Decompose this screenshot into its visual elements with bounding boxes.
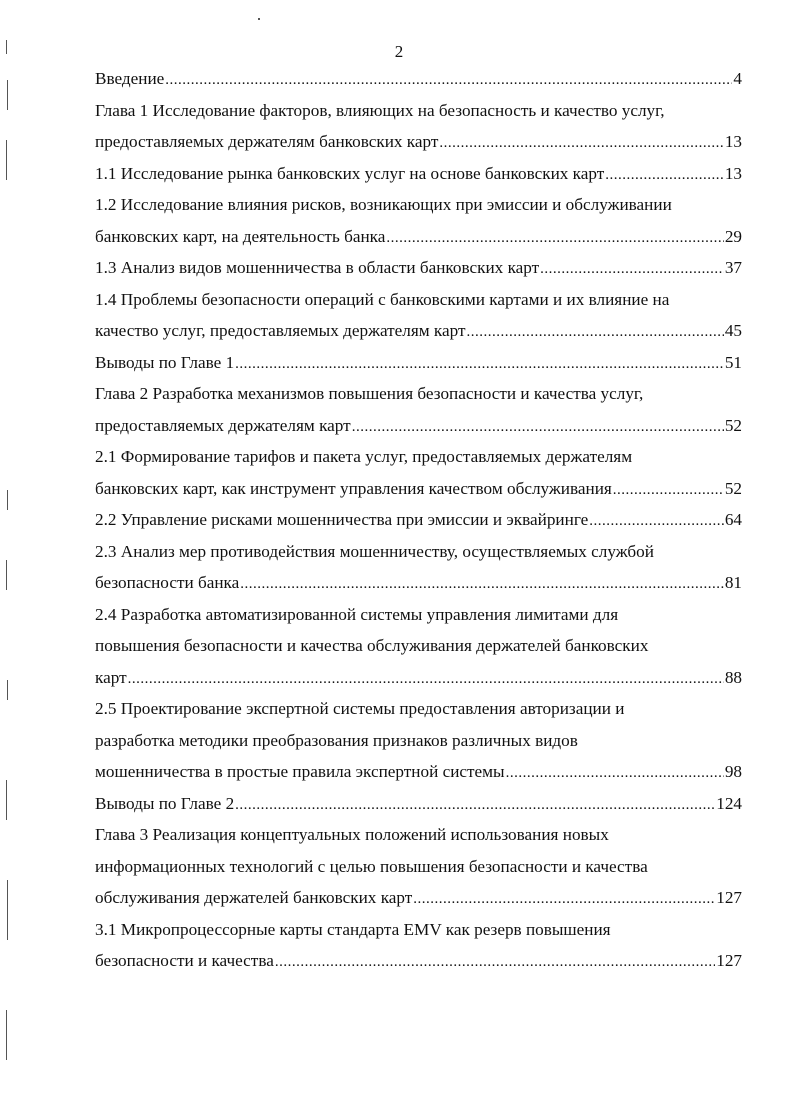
toc-entry-title: безопасности банка — [95, 573, 240, 592]
toc-entry-line — [95, 725, 742, 757]
toc-entry[interactable] — [95, 410, 742, 442]
dot-leader — [128, 664, 724, 694]
scan-artifact — [7, 80, 8, 110]
toc-entry-text: 2.3 Анализ мер противодействия мошенничеству, осуществляемых службой — [95, 541, 654, 561]
toc-entry[interactable] — [95, 882, 742, 914]
toc-entry-text: информационных технологий с целью повышения безопасности и качества — [95, 856, 648, 876]
table-of-contents — [95, 63, 742, 977]
toc-entry-title: обслуживания держателей банковских карт — [95, 888, 413, 907]
toc-entry-title: карт — [95, 667, 127, 687]
dot-leader — [240, 569, 724, 599]
dot-leader — [589, 506, 724, 536]
toc-entry[interactable] — [95, 788, 742, 820]
scan-artifact — [6, 40, 7, 54]
dot-leader — [540, 254, 724, 284]
toc-entry-text: 2.4 Разработка автоматизированной системы управления лимитами для — [95, 604, 619, 624]
toc-entry-text: Глава 3 Реализация концептуальных положений использования новых — [95, 825, 609, 844]
dot-leader — [386, 223, 723, 253]
toc-entry-title: Выводы по Главе 1 — [95, 352, 235, 372]
toc-entry-line — [95, 441, 742, 473]
toc-page-number: 29 — [724, 226, 742, 246]
scan-artifact — [7, 680, 8, 700]
toc-entry-title: Введение — [95, 69, 165, 88]
toc-page-number: 127 — [716, 888, 742, 907]
toc-entry-line — [95, 630, 742, 662]
toc-entry[interactable] — [95, 252, 742, 284]
dot-leader — [506, 758, 724, 788]
toc-entry-line — [95, 819, 742, 851]
toc-entry-title: банковских карт, как инструмент управления качеством обслуживания — [95, 478, 612, 498]
toc-entry-title: 1.3 Анализ видов мошенничества в области банковских карт — [95, 258, 540, 277]
toc-page-number: 13 — [724, 163, 742, 183]
toc-entry-title: Выводы по Главе 2 — [95, 793, 235, 813]
toc-entry-text: 2.1 Формирование тарифов и пакета услуг, предоставляемых держателям — [95, 447, 633, 466]
scan-artifact — [6, 780, 7, 820]
toc-entry[interactable] — [95, 315, 742, 347]
toc-entry-text: 1.4 Проблемы безопасности операций с банковскими картами и их влияние на — [95, 289, 670, 309]
toc-entry-title: 2.2 Управление рисками мошенничества при эмиссии и эквайринге — [95, 510, 589, 529]
page-number: 2 — [394, 42, 404, 61]
toc-entry-line — [95, 536, 742, 568]
toc-entry-line — [95, 914, 742, 946]
toc-entry[interactable] — [95, 504, 742, 536]
toc-page-number: 4 — [733, 69, 742, 88]
toc-entry-line — [95, 851, 742, 883]
dot-leader — [467, 317, 724, 347]
toc-page-number: 52 — [724, 478, 742, 498]
toc-entry[interactable] — [95, 347, 742, 379]
toc-entry[interactable] — [95, 662, 742, 694]
scan-artifact — [258, 18, 260, 20]
toc-entry-title: качество услуг, предоставляемых держателям карт — [95, 321, 466, 340]
toc-entry[interactable] — [95, 158, 742, 190]
toc-entry-text: 1.2 Исследование влияния рисков, возникающих при эмиссии и обслуживании — [95, 195, 672, 214]
scan-artifact — [7, 880, 8, 940]
toc-entry-title: 1.1 Исследование рынка банковских услуг на основе банковских карт — [95, 163, 605, 183]
dot-leader — [165, 65, 732, 95]
toc-entry-text: Глава 1 Исследование факторов, влияющих на безопасность и качество услуг, — [95, 100, 665, 120]
dot-leader — [439, 128, 723, 158]
toc-page-number: 64 — [724, 510, 742, 529]
dot-leader — [275, 947, 715, 977]
toc-entry-line — [95, 284, 742, 316]
toc-entry-line — [95, 95, 742, 127]
scan-artifact — [7, 490, 8, 510]
toc-entry-title: банковских карт, на деятельность банка — [95, 226, 386, 246]
toc-entry-text: 2.5 Проектирование экспертной системы предоставления авторизации и — [95, 699, 625, 718]
toc-entry-title: мошенничества в простые правила экспертной системы — [95, 762, 505, 781]
dot-leader — [605, 160, 724, 190]
toc-entry-title: безопасности и качества — [95, 951, 274, 970]
toc-entry-text: Глава 2 Разработка механизмов повышения безопасности и качества услуг, — [95, 384, 644, 403]
scan-artifact — [6, 560, 7, 590]
toc-entry-line — [95, 693, 742, 725]
toc-page-number: 98 — [724, 762, 742, 781]
toc-page-number: 88 — [724, 667, 742, 687]
toc-page-number: 81 — [724, 573, 742, 592]
toc-entry[interactable] — [95, 473, 742, 505]
dot-leader — [235, 349, 724, 379]
toc-entry-text: 3.1 Микропроцессорные карты стандарта EMV как резерв повышения — [95, 919, 611, 939]
dot-leader — [352, 412, 724, 442]
toc-entry[interactable] — [95, 756, 742, 788]
toc-entry-text: разработка методики преобразования признаков различных видов — [95, 730, 578, 750]
toc-entry-title: предоставляемых держателям карт — [95, 415, 351, 435]
toc-entry[interactable] — [95, 221, 742, 253]
toc-page-number: 45 — [724, 321, 742, 340]
toc-entry[interactable] — [95, 126, 742, 158]
toc-entry-title: предоставляемых держателям банковских карт — [95, 132, 439, 151]
toc-page-number: 127 — [716, 951, 742, 970]
toc-entry[interactable] — [95, 63, 742, 95]
dot-leader — [413, 884, 715, 914]
toc-entry-line — [95, 378, 742, 410]
toc-page-number: 51 — [724, 352, 742, 372]
dot-leader — [235, 790, 715, 820]
toc-entry[interactable] — [95, 567, 742, 599]
toc-page-number: 37 — [724, 258, 742, 277]
scan-artifact — [6, 1010, 7, 1060]
toc-entry-line — [95, 599, 742, 631]
toc-entry-line — [95, 189, 742, 221]
toc-entry[interactable] — [95, 945, 742, 977]
dot-leader — [613, 475, 724, 505]
toc-page-number: 124 — [716, 793, 742, 813]
toc-page-number: 13 — [724, 132, 742, 151]
toc-entry-text: повышения безопасности и качества обслуживания держателей банковских — [95, 636, 649, 655]
toc-page-number: 52 — [724, 415, 742, 435]
scan-artifact — [6, 140, 7, 180]
